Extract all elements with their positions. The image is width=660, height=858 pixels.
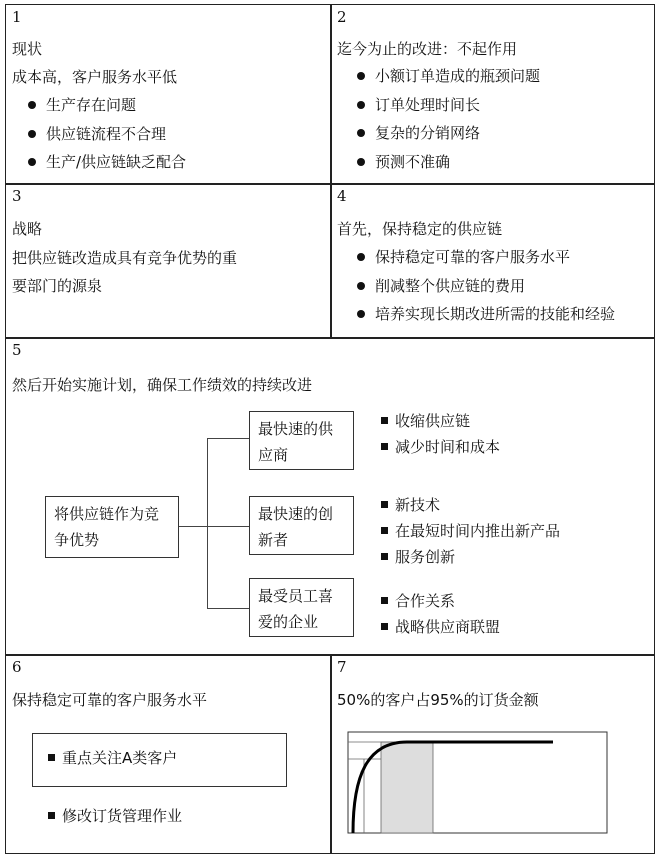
cell-heading: 迄今为止的改进：不起作用 — [337, 40, 518, 58]
cell-number: 2 — [337, 8, 347, 26]
list-item: 合作关系 — [381, 588, 500, 614]
pareto-curve-figure — [347, 731, 609, 836]
box-text: 争优势 — [54, 531, 100, 549]
list-item: 新技术 — [381, 492, 560, 518]
connector-line — [207, 608, 249, 609]
branch-box-fastest-supplier — [249, 411, 354, 470]
list-item: 生产存在问题 — [28, 91, 186, 120]
list-item: 战略供应商联盟 — [381, 614, 500, 640]
connector-line — [207, 438, 249, 439]
action-list — [48, 745, 177, 771]
cell-heading: 保持稳定可靠的客户服务水平 — [12, 691, 208, 709]
cell-heading: 现状 — [12, 40, 43, 58]
branch-box-fastest-innovator — [249, 496, 354, 555]
bullet-list — [357, 62, 540, 176]
box-text: 最受员工喜 — [258, 587, 334, 605]
list-item: 收缩供应链 — [381, 408, 500, 434]
list-item: 修改订货管理作业 — [48, 803, 182, 829]
document-grid — [5, 4, 655, 854]
list-item: 保持稳定可靠的客户服务水平 — [357, 243, 615, 272]
cell-number: 7 — [337, 658, 347, 676]
list-item: 削减整个供应链的费用 — [357, 272, 615, 301]
cell-number: 3 — [12, 187, 22, 205]
cell-6-service-level — [5, 654, 332, 854]
branch-box-preferred-employer — [249, 578, 354, 637]
branch-item-list — [381, 588, 500, 640]
cell-3-strategy — [5, 183, 332, 339]
list-item: 培养实现长期改进所需的技能和经验 — [357, 300, 615, 329]
box-text: 最快速的创 — [258, 505, 334, 523]
bullet-list — [357, 243, 615, 329]
connector-line — [207, 438, 208, 608]
list-item: 在最短时间内推出新产品 — [381, 518, 560, 544]
list-item: 服务创新 — [381, 544, 560, 570]
cell-heading: 首先，保持稳定的供应链 — [337, 220, 503, 238]
cell-text: 成本高，客户服务水平低 — [12, 68, 178, 86]
cell-number: 6 — [12, 658, 22, 676]
box-text: 新者 — [258, 531, 289, 549]
list-item: 供应链流程不合理 — [28, 120, 186, 149]
branch-item-list — [381, 492, 560, 570]
list-item: 减少时间和成本 — [381, 434, 500, 460]
list-item: 复杂的分销网络 — [357, 119, 540, 148]
list-item: 订单处理时间长 — [357, 91, 540, 120]
cell-number: 4 — [337, 187, 347, 205]
list-item: 重点关注A类客户 — [48, 745, 177, 771]
root-box — [45, 496, 179, 558]
bullet-list — [28, 91, 186, 177]
box-text: 最快速的供 — [258, 420, 334, 438]
connector-line — [207, 526, 249, 527]
cell-text: 把供应链改造成具有竞争优势的重 — [12, 249, 238, 267]
action-list — [48, 803, 182, 829]
connector-line — [179, 526, 207, 527]
box-text: 爱的企业 — [258, 613, 319, 631]
box-text: 应商 — [258, 446, 289, 464]
cell-4-stabilize — [330, 183, 655, 339]
list-item: 预测不准确 — [357, 148, 540, 177]
cell-5-implementation — [5, 337, 655, 656]
cell-number: 5 — [12, 341, 22, 359]
branch-item-list — [381, 408, 500, 460]
list-item: 生产/供应链缺乏配合 — [28, 148, 186, 177]
list-item: 小额订单造成的瓶颈问题 — [357, 62, 540, 91]
cell-heading: 战略 — [12, 220, 43, 238]
cell-text: 要部门的源泉 — [12, 277, 103, 295]
box-text: 将供应链作为竞 — [54, 505, 160, 523]
cell-7-pareto — [330, 654, 655, 854]
shaded-band — [381, 742, 433, 833]
cell-number: 1 — [12, 8, 22, 26]
cell-heading: 50%的客户占95%的订货金额 — [337, 691, 539, 709]
cell-1-current-state — [5, 4, 332, 185]
cell-2-past-improvements — [330, 4, 655, 185]
cell-heading: 然后开始实施计划，确保工作绩效的持续改进 — [12, 376, 313, 394]
